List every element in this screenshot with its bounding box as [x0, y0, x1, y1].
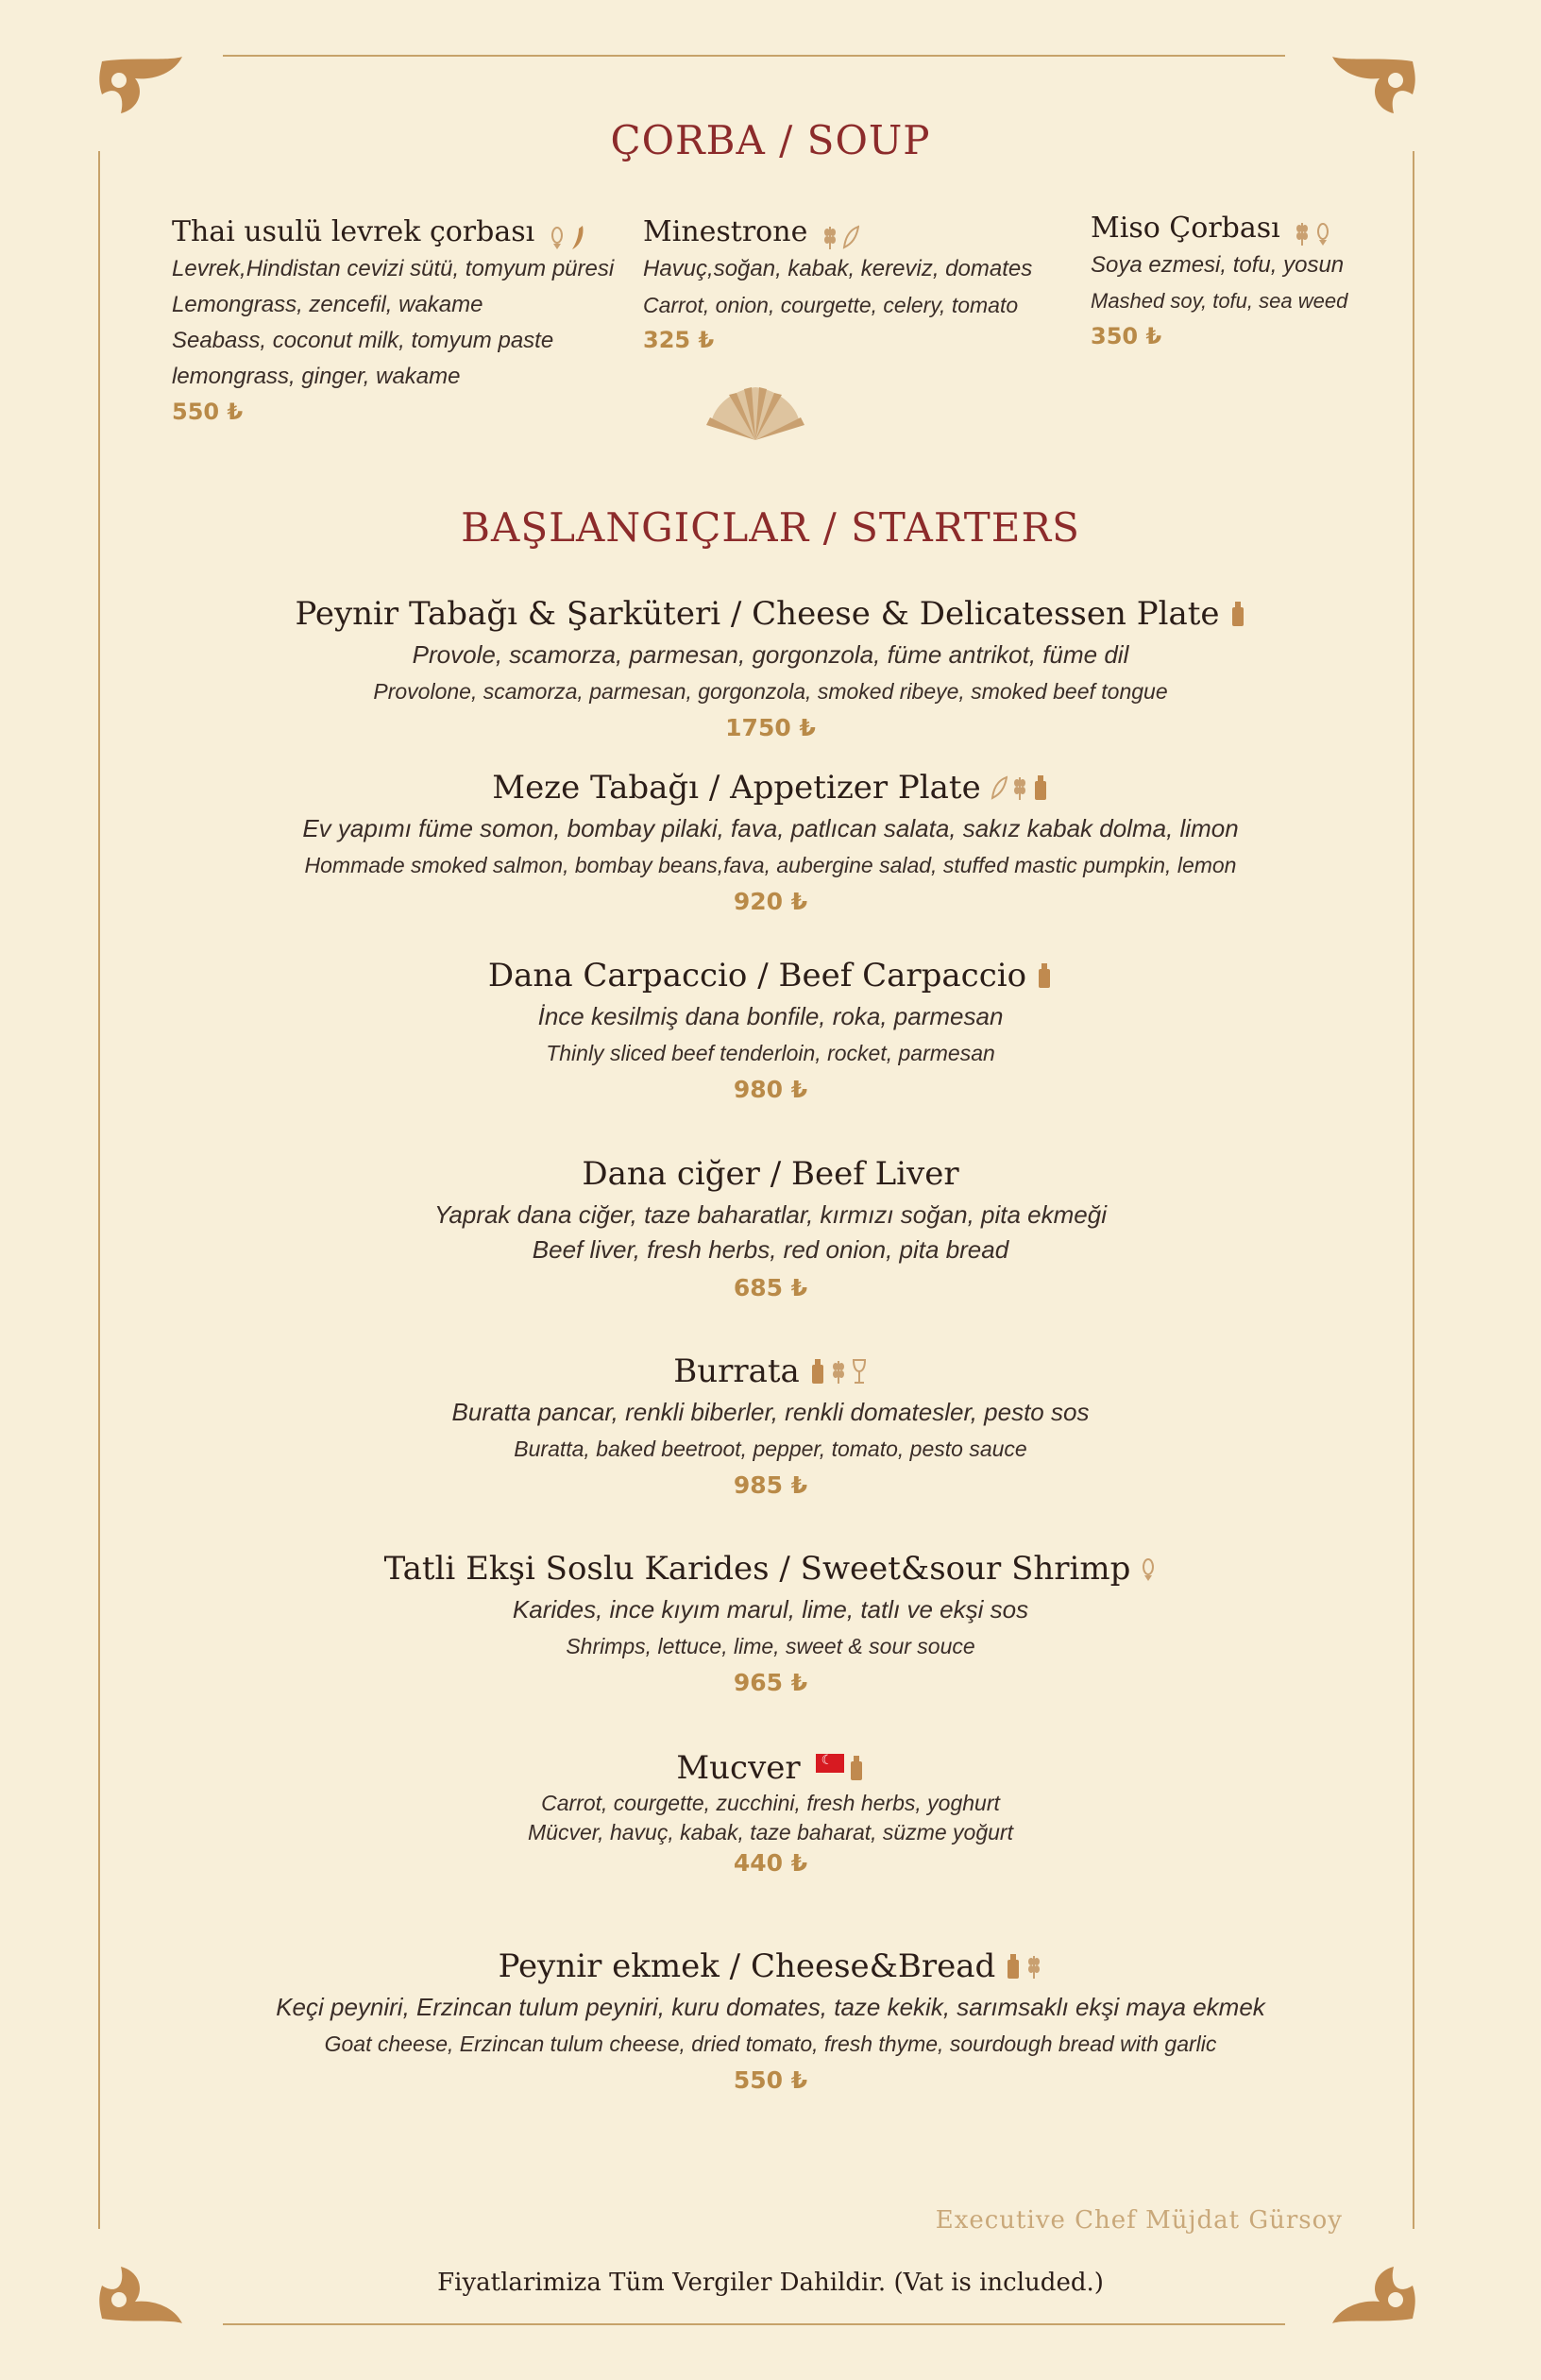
starter-item: [0, 1155, 1541, 1301]
shell-ornament-icon: [701, 382, 810, 444]
leaf-icon: [842, 223, 859, 251]
milk-icon: [1229, 600, 1246, 628]
starter-item: [0, 769, 1541, 915]
allergen-icons: [1036, 961, 1053, 990]
milk-icon: [1032, 774, 1049, 802]
allergen-icons: [1229, 600, 1246, 628]
starter-item: [0, 957, 1541, 1103]
chili-icon: [569, 223, 586, 251]
frame-bottom-line: [223, 2323, 1285, 2325]
dish-name: Miso Çorbası: [1091, 212, 1280, 245]
dish-price: 965 ₺: [733, 1669, 808, 1696]
allergen-icons: [809, 1357, 868, 1386]
dish-description-tr: Mücver, havuç, kabak, taze baharat, süzme yoğurt: [528, 1820, 1013, 1844]
dish-price: 350 ₺: [1091, 322, 1162, 349]
shrimp-icon: [549, 223, 566, 251]
wheat-icon: [821, 223, 838, 251]
starter-item: [0, 1749, 1541, 1877]
allergen-icons: [1140, 1555, 1157, 1583]
starters-section-title: BAŞLANGIÇLAR / STARTERS: [461, 504, 1080, 551]
chef-signature: Executive Chef Müjdat Gürsoy: [935, 2206, 1343, 2235]
wine-glass-icon: [851, 1357, 868, 1386]
milk-icon: [1036, 961, 1053, 990]
dish-description-tr: Buratta pancar, renkli biberler, renkli domatesler, pesto sos: [451, 1398, 1090, 1426]
dish-price: 550 ₺: [172, 398, 244, 425]
allergen-icons: [821, 223, 859, 251]
dish-description-tr: Keçi peyniri, Erzincan tulum peyniri, kuru domates, taze kekik, sarımsaklı ekşi maya ekmek: [276, 1993, 1265, 2021]
dish-description-tr: İnce kesilmiş dana bonfile, roka, parmesan: [537, 1002, 1004, 1030]
soup-item: [172, 215, 625, 425]
milk-icon: [809, 1357, 826, 1386]
allergen-icons: [810, 1754, 865, 1782]
leaf-icon: [991, 774, 1008, 802]
shrimp-icon: [1314, 219, 1331, 247]
milk-icon: [848, 1754, 865, 1782]
dish-description-tr: Lemongrass, zencefil, wakame: [172, 291, 483, 317]
dish-description-tr: Soya ezmesi, tofu, yosun: [1091, 251, 1345, 278]
dish-description-en: Buratta, baked beetroot, pepper, tomato, pesto sauce: [514, 1436, 1027, 1461]
dish-price: 325 ₺: [643, 326, 715, 353]
dish-description-tr: Levrek,Hindistan cevizi sütü, tomyum püresi: [172, 255, 615, 281]
dish-name: Tatli Ekşi Soslu Karides / Sweet&sour Shrimp: [383, 1550, 1131, 1588]
starter-item: [0, 595, 1541, 741]
dish-description-en: Seabass, coconut milk, tomyum paste: [172, 327, 554, 353]
allergen-icons: [1005, 1952, 1042, 1980]
vat-note: Fiyatlarimiza Tüm Vergiler Dahildir. (Vat is included.): [437, 2269, 1104, 2297]
starter-item: [0, 1947, 1541, 2094]
dish-name: Dana Carpaccio / Beef Carpaccio: [487, 957, 1027, 994]
wheat-icon: [1025, 1952, 1042, 1980]
allergen-icons: [1294, 219, 1331, 247]
dish-price: 980 ₺: [733, 1076, 808, 1103]
dish-description-en: Hommade smoked salmon, bombay beans,fava, aubergine salad, stuffed mastic pumpkin, lemon: [304, 853, 1237, 877]
dish-price: 1750 ₺: [725, 714, 816, 741]
dish-description-en: lemongrass, ginger, wakame: [172, 363, 461, 389]
wheat-icon: [830, 1357, 847, 1386]
wheat-icon: [1011, 774, 1028, 802]
dish-description-tr: Yaprak dana ciğer, taze baharatlar, kırmızı soğan, pita ekmeği: [433, 1200, 1108, 1229]
starter-item: [0, 1352, 1541, 1499]
dish-description-en: Thinly sliced beef tenderloin, rocket, parmesan: [546, 1041, 995, 1065]
dish-price: 985 ₺: [733, 1471, 808, 1499]
wheat-icon: [1294, 219, 1311, 247]
dish-name: Peynir ekmek / Cheese&Bread: [498, 1947, 996, 1985]
dish-description-en: Mashed soy, tofu, sea weed: [1091, 288, 1348, 313]
dish-description-tr: Karides, ince kıyım marul, lime, tatlı ve ekşi sos: [512, 1595, 1029, 1624]
dish-description-tr: Provole, scamorza, parmesan, gorgonzola, füme antrikot, füme dil: [412, 640, 1129, 669]
allergen-icons: [549, 223, 586, 251]
soup-item: [643, 215, 1058, 353]
soup-section-title: ÇORBA / SOUP: [610, 117, 931, 163]
dish-description-en: Carrot, onion, courgette, celery, tomato: [643, 292, 1019, 317]
dish-price: 920 ₺: [733, 888, 808, 915]
dish-description-en: Beef liver, fresh herbs, red onion, pita bread: [532, 1235, 1009, 1264]
dish-description-en: Provolone, scamorza, parmesan, gorgonzola, smoked ribeye, smoked beef tongue: [373, 679, 1168, 704]
dish-name: Burrata: [673, 1352, 800, 1390]
dish-price: 440 ₺: [733, 1849, 808, 1877]
dish-name: Meze Tabağı / Appetizer Plate: [492, 769, 981, 807]
frame-top-line: [223, 55, 1285, 57]
dish-description-tr: Havuç,soğan, kabak, kereviz, domates: [643, 255, 1033, 281]
soup-item: [1091, 212, 1402, 349]
dish-price: 550 ₺: [733, 2066, 808, 2094]
dish-description-en: Shrimps, lettuce, lime, sweet & sour souce: [566, 1634, 975, 1658]
dish-name: Minestrone: [643, 215, 808, 248]
dish-price: 685 ₺: [733, 1274, 808, 1301]
dish-description-en: Goat cheese, Erzincan tulum cheese, dried tomato, fresh thyme, sourdough bread with garlic: [324, 2032, 1217, 2056]
milk-icon: [1005, 1952, 1022, 1980]
dish-description-en: Carrot, courgette, zucchini, fresh herbs, yoghurt: [541, 1791, 1000, 1815]
starter-item: [0, 1550, 1541, 1696]
shrimp-icon: [1140, 1555, 1157, 1583]
dish-name: Mucver: [676, 1749, 801, 1787]
dish-name: Thai usulü levrek çorbası: [172, 215, 535, 248]
allergen-icons: [991, 774, 1049, 802]
dish-name: Peynir Tabağı & Şarküteri / Cheese & Delicatessen Plate: [295, 595, 1220, 633]
dish-name: Dana ciğer / Beef Liver: [582, 1155, 959, 1193]
dish-description-tr: Ev yapımı füme somon, bombay pilaki, fava, patlıcan salata, sakız kabak dolma, limon: [302, 814, 1239, 842]
turkish-flag-icon: [816, 1754, 844, 1773]
